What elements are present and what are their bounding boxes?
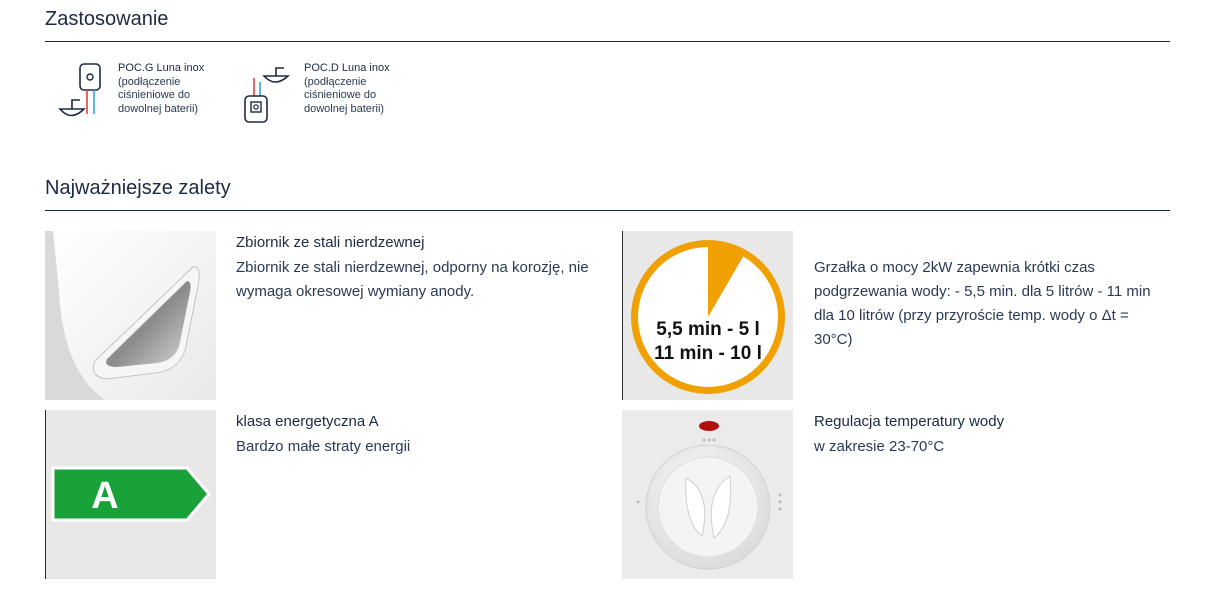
usage-item-name: POC.G Luna inox [118, 62, 205, 74]
usage-item-name: POC.D Luna inox [304, 62, 390, 74]
usage-item-poc-d [242, 62, 404, 126]
stainless-tank-image [45, 231, 216, 400]
divider [45, 210, 1170, 211]
feature-title: klasa energetyczna A [236, 413, 379, 430]
feature-desc: Zbiornik ze stali nierdzewnej, odporny na korozję, nie wymaga okresowej wymiany anody. [236, 259, 589, 300]
heating-time-label-2: 11 min - 10 l [654, 343, 762, 364]
usage-item-desc: (podłączenie ciśnieniowe do dowolnej baterii) [118, 75, 199, 115]
feature-title: Zbiornik ze stali nierdzewnej [236, 234, 425, 251]
temperature-knob-image [622, 410, 793, 579]
wall-heater-under-sink-icon [56, 62, 108, 126]
usage-item-poc-g [56, 62, 218, 126]
energy-class-image [45, 410, 216, 579]
advantages-section-title: Najważniejsze zalety [45, 177, 231, 199]
feature-title: Regulacja temperatury wody [814, 413, 1005, 430]
heater-over-sink-icon [242, 62, 294, 126]
feature-desc: Grzałka o mocy 2kW zapewnia krótki czas podgrzewania wody: - 5,5 min. dla 5 litrów - 11 min dla 10 litrów (przy przyroście temp. wody o Δt = 30°C) [814, 259, 1151, 348]
energy-class-letter: A [91, 475, 119, 517]
divider [45, 41, 1170, 42]
feature-desc: Bardzo małe straty energii [236, 438, 411, 455]
heating-time-image [622, 231, 793, 400]
heating-time-label-1: 5,5 min - 5 l [656, 319, 760, 340]
feature-desc: w zakresie 23-70°C [814, 438, 945, 455]
usage-section-title: Zastosowanie [45, 8, 169, 30]
usage-item-desc: (podłączenie ciśnieniowe do dowolnej baterii) [304, 75, 385, 115]
